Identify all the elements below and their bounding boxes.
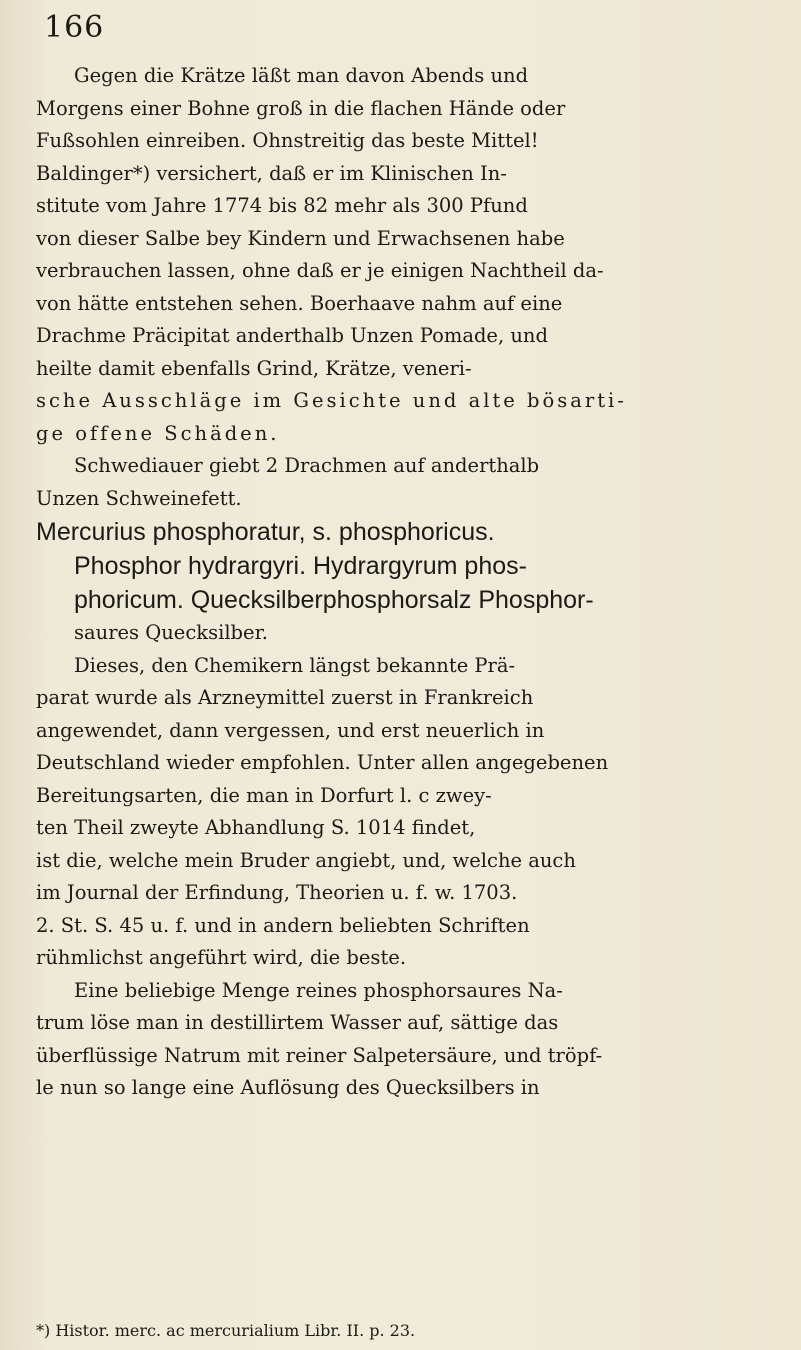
text-line: 2. St. S. 45 u. f. und in andern beliebten Schriften [36,913,530,937]
text-line: Fußsohlen einreiben. Ohnstreitig das beste Mittel! [36,129,539,152]
section-heading-synonyms: phoricum. Quecksilberphosphorsalz Phosphor- [74,586,594,614]
text-line: Unzen Schweinefett. [36,486,242,510]
text-line: im Journal der Erfindung, Theorien u. f. w. 1703. [36,881,518,904]
section-heading-synonyms: saures Quecksilber. [74,621,268,644]
text-line: parat wurde als Arzneymittel zuerst in Frankreich [36,686,534,709]
text-line: Bereitungsarten, die man in Dorfurt l. c zwey- [36,783,492,807]
text-line: sche Ausschläge im Gesichte und alte bösarti- [36,389,627,412]
text-line: ge offene Schäden. [36,421,280,445]
body-text [36,60,784,1105]
section-heading: Mercurius phosphoratur, s. phosphoricus. [36,518,495,546]
text-line: Schwediauer giebt 2 Drachmen auf anderthalb [74,454,540,477]
text-line: le nun so lange eine Auflösung des Quecksilbers in [36,1076,540,1099]
text-line: trum löse man in destillirtem Wasser auf, sättige das [36,1011,559,1034]
text-line: von hätte entstehen sehen. Boerhaave nahm auf eine [36,291,563,315]
text-line: stitute vom Jahre 1774 bis 82 mehr als 300 Pfund [36,194,528,217]
text-line: verbrauchen lassen, ohne daß er je einigen Nachtheil da- [36,259,604,282]
text-line: Dieses, den Chemikern längst bekannte Prä- [74,653,516,677]
text-line: von dieser Salbe bey Kindern und Erwachsenen habe [36,226,565,250]
text-line: überflüssige Natrum mit reiner Salpetersäure, und tröpf- [36,1043,603,1067]
text-line: Drachme Präcipitat anderthalb Unzen Pomade, und [36,324,548,347]
text-line: Baldinger*) versichert, daß er im Klinischen In- [36,161,507,185]
text-line: Gegen die Krätze läßt man davon Abends und [74,64,529,87]
footnote: *) Histor. merc. ac mercurialium Libr. II. p. 23. [36,1321,416,1340]
text-line: Morgens einer Bohne groß in die flachen Hände oder [36,96,566,120]
text-line: ist die, welche mein Bruder angiebt, und, welche auch [36,848,576,872]
text-line: angewendet, dann vergessen, und erst neuerlich in [36,718,545,742]
section-heading-synonyms: Phosphor hydrargyri. Hydrargyrum phos- [74,552,527,580]
text-line: ten Theil zweyte Abhandlung S. 1014 findet, [36,816,476,839]
text-line: heilte damit ebenfalls Grind, Krätze, veneri- [36,356,472,380]
text-line: Eine beliebige Menge reines phosphorsaures Na- [74,978,563,1002]
page-number: 166 [44,10,105,45]
text-line: rühmlichst angeführt wird, die beste. [36,946,407,969]
text-line: Deutschland wieder empfohlen. Unter allen angegebenen [36,751,609,774]
